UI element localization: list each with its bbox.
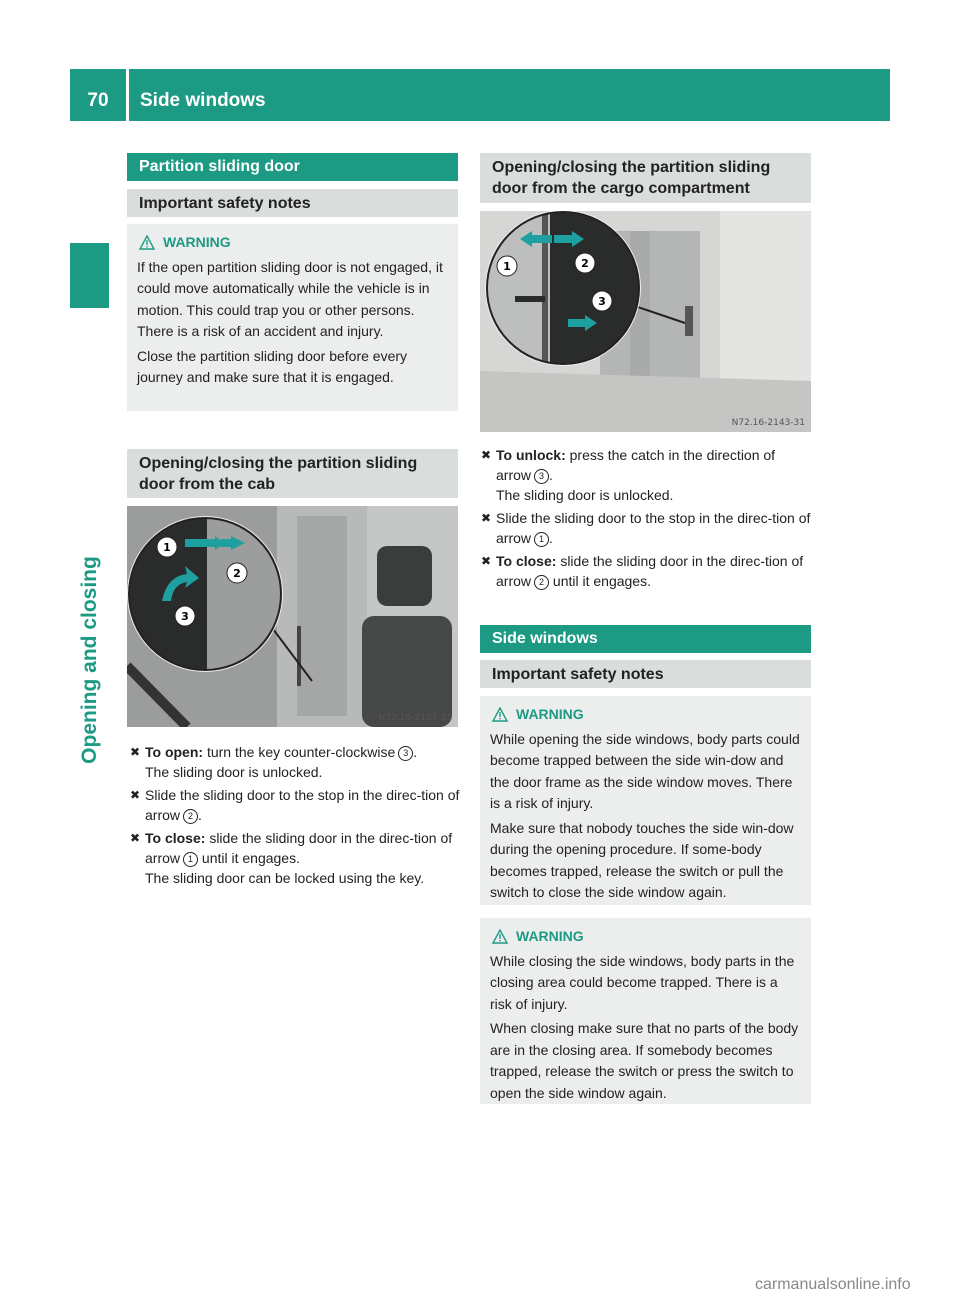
callout-1: 1	[163, 541, 171, 554]
warning-text: Close the partition sliding door before every journey and make sure that it is engaged.	[137, 347, 408, 385]
warning-triangle-icon	[492, 929, 508, 944]
warning-triangle-icon	[492, 707, 508, 722]
callout-ref: 1	[183, 852, 198, 867]
step-item: ✖ To close: slide the sliding door in the direc-tion of arrow 1 until it engages. The sliding door can be locked using the key.	[130, 830, 453, 886]
step-item: ✖ Slide the sliding door to the stop in the direc-tion of arrow 2 .	[130, 787, 460, 823]
cab-door-photo	[127, 506, 458, 727]
step-arrow-icon: ✖	[130, 745, 141, 759]
callout-2: 2	[233, 567, 241, 580]
cab-door-illustration	[127, 506, 458, 727]
callout-3: 3	[181, 610, 189, 623]
step-item: ✖ To close: slide the sliding door in the direc-tion of arrow 2 until it engages.	[481, 553, 804, 589]
cab-steps	[130, 742, 462, 891]
callout-ref: 2	[183, 809, 198, 824]
watermark: carmanualsonline.info	[755, 1276, 911, 1293]
cab-heading: Opening/closing the partition sliding door from the cab	[127, 449, 458, 498]
step-item: ✖ Slide the sliding door to the stop in the direc-tion of arrow 1 .	[481, 510, 811, 546]
warning-box-partition	[127, 224, 458, 411]
warning-title: WARNING	[490, 926, 801, 948]
page-title: Side windows	[140, 90, 266, 111]
figure-id: N72.16-2157-31	[378, 713, 452, 723]
warning-box-closing	[480, 918, 811, 1104]
step-arrow-icon: ✖	[481, 554, 492, 568]
cargo-door-photo	[480, 211, 811, 432]
cargo-steps	[481, 445, 813, 594]
warning-text: If the open partition sliding door is not engaged, it could move automatically while the vehicle is in motion. This could trap you or other persons. There is a risk of an accident and injury.	[137, 258, 443, 339]
chapter-label: Opening and closing	[77, 556, 101, 764]
safety-heading-left: Important safety notes	[127, 189, 458, 217]
step-item: ✖ To unlock: press the catch in the direction of arrow 3 . The sliding door is unlocked.	[481, 447, 776, 503]
warning-title: WARNING	[137, 232, 448, 254]
callout-ref: 1	[534, 532, 549, 547]
step-item: ✖ To open: turn the key counter-clockwise 3 . The sliding door is unlocked.	[130, 744, 418, 780]
warning-box-opening	[480, 696, 811, 905]
warning-text: While closing the side windows, body parts in the closing area could become trapped. There is a risk of injury.	[490, 952, 795, 1012]
callout-ref: 2	[534, 575, 549, 590]
chapter-marker	[70, 243, 109, 308]
callout-1: 1	[503, 260, 511, 273]
step-arrow-icon: ✖	[481, 448, 492, 462]
callout-ref: 3	[534, 469, 549, 484]
callout-ref: 3	[398, 746, 413, 761]
header-divider	[126, 69, 129, 121]
section-title-partition: Partition sliding door	[127, 153, 458, 181]
cargo-door-illustration	[480, 211, 811, 432]
warning-text: Make sure that nobody touches the side win-dow during the opening procedure. If some-body becomes trapped, release the switch or pull the switch to close the side window again.	[490, 819, 794, 900]
warning-text: When closing make sure that no parts of the body are in the closing area. If somebody becomes trapped, release the switch or press the switch to open the side window again.	[490, 1020, 799, 1101]
warning-triangle-icon	[139, 235, 155, 250]
section-title-side-windows: Side windows	[480, 625, 811, 653]
figure-id: N72.16-2143-31	[731, 418, 805, 428]
step-arrow-icon: ✖	[130, 788, 141, 802]
callout-3: 3	[598, 295, 606, 308]
page-number: 70	[87, 90, 109, 111]
cargo-heading: Opening/closing the partition sliding door from the cargo compartment	[480, 153, 811, 203]
callout-2: 2	[581, 257, 589, 270]
step-arrow-icon: ✖	[481, 511, 492, 525]
warning-title: WARNING	[490, 704, 801, 726]
step-arrow-icon: ✖	[130, 831, 141, 845]
warning-text: While opening the side windows, body parts could become trapped between the side win-dow and the door frame as the side window moves. There is a risk of injury.	[490, 730, 800, 811]
safety-heading-right: Important safety notes	[480, 660, 811, 688]
